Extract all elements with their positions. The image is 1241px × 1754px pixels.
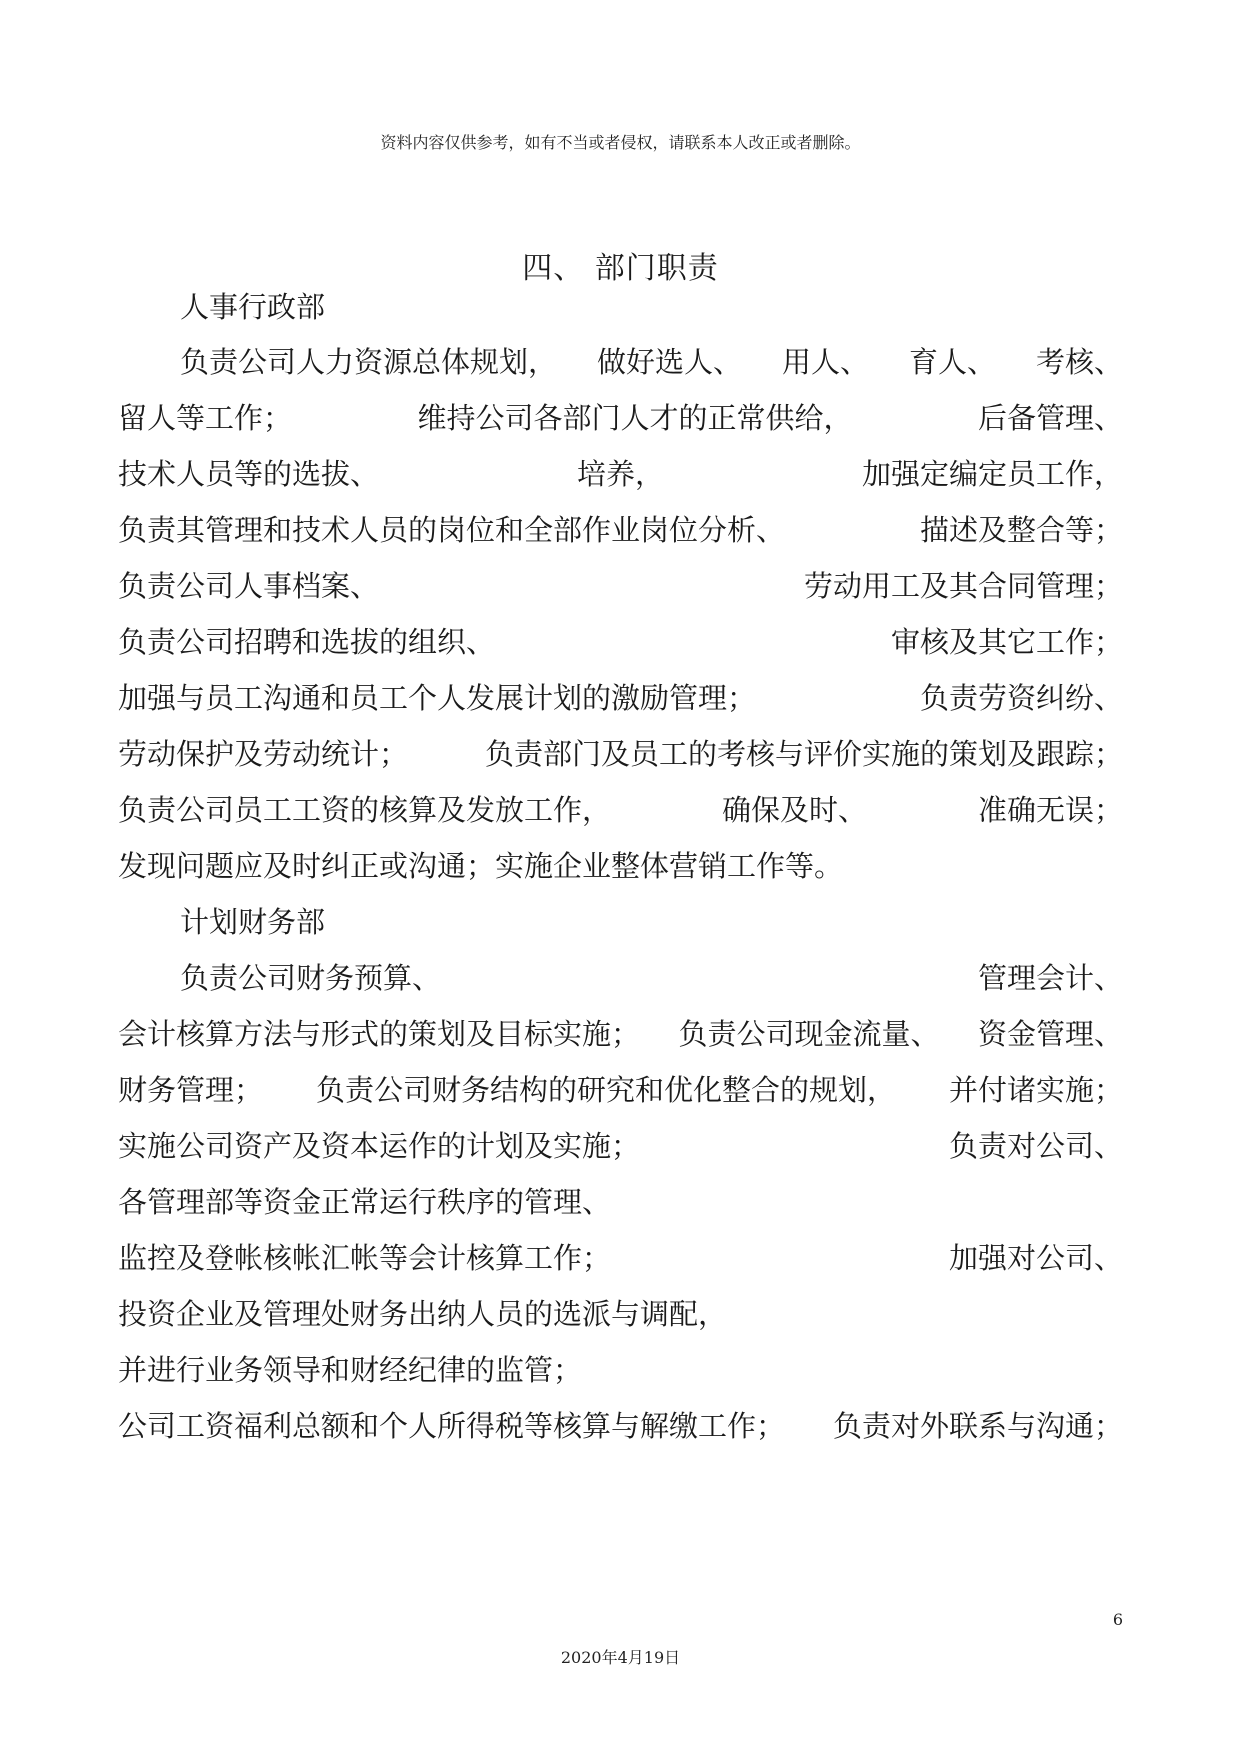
text-line bbox=[118, 1010, 1123, 1054]
text-segment: 发现问题应及时纠正或沟通；实施企业整体营销工作等。 bbox=[118, 848, 844, 883]
text-segment: 技术人员等的选拔、 bbox=[118, 456, 380, 491]
text-segment: 投资企业及管理处财务出纳人员的选派与调配， bbox=[118, 1296, 728, 1331]
text-segment: 监控及登帐核帐汇帐等会计核算工作； bbox=[118, 1240, 612, 1275]
text-segment: 考核、 bbox=[1035, 344, 1123, 379]
text-segment: 负责公司员工工资的核算及发放工作， bbox=[118, 792, 612, 827]
text-segment: 负责其管理和技术人员的岗位和全部作业岗位分析、 bbox=[118, 512, 786, 547]
page-number: 6 bbox=[1112, 1610, 1123, 1629]
text-line bbox=[118, 674, 1123, 718]
text-line bbox=[118, 730, 1123, 774]
text-segment: 审核及其它工作； bbox=[890, 624, 1123, 659]
text-line bbox=[118, 450, 1123, 494]
text-segment: 负责公司人事档案、 bbox=[118, 568, 380, 603]
text-segment: 计划财务部 bbox=[180, 904, 326, 939]
text-line bbox=[118, 394, 1123, 438]
text-line bbox=[118, 1402, 1123, 1446]
text-line bbox=[180, 283, 1123, 327]
text-segment: 实施公司资产及资本运作的计划及实施； bbox=[118, 1128, 641, 1163]
text-segment: 并进行业务领导和财经纪律的监管； bbox=[118, 1352, 583, 1387]
text-segment: 并付诸实施； bbox=[948, 1072, 1123, 1107]
text-segment: 负责部门及员工的考核与评价实施的策划及跟踪； bbox=[484, 736, 1123, 771]
text-line bbox=[118, 842, 1123, 886]
text-segment: 加强对公司、 bbox=[948, 1240, 1123, 1275]
text-segment: 负责对公司、 bbox=[948, 1128, 1123, 1163]
text-line bbox=[118, 506, 1123, 550]
text-line bbox=[118, 1290, 1123, 1334]
text-line bbox=[118, 1234, 1123, 1278]
text-segment: 负责公司人力资源总体规划， bbox=[180, 344, 558, 379]
text-line bbox=[118, 618, 1123, 662]
text-segment: 培养， bbox=[576, 456, 664, 491]
text-segment: 描述及整合等； bbox=[919, 512, 1123, 547]
text-segment: 确保及时、 bbox=[721, 792, 867, 827]
text-segment: 加强定编定员工作， bbox=[861, 456, 1123, 491]
text-segment: 负责对外联系与沟通； bbox=[832, 1408, 1123, 1443]
text-line bbox=[180, 898, 1123, 942]
text-segment: 用人、 bbox=[781, 344, 869, 379]
text-segment: 人事行政部 bbox=[180, 289, 326, 324]
text-segment: 劳动保护及劳动统计； bbox=[118, 736, 409, 771]
section-title: 四、 部门职责 bbox=[522, 251, 719, 286]
text-segment: 维持公司各部门人才的正常供给， bbox=[417, 400, 853, 435]
text-segment: 公司工资福利总额和个人所得税等核算与解缴工作； bbox=[118, 1408, 786, 1443]
text-segment: 负责公司财务结构的研究和优化整合的规划， bbox=[315, 1072, 896, 1107]
text-segment: 育人、 bbox=[908, 344, 996, 379]
text-line bbox=[118, 562, 1123, 606]
text-segment: 负责公司招聘和选拔的组织、 bbox=[118, 624, 496, 659]
footer-date: 2020年4月19日 bbox=[560, 1648, 681, 1667]
text-segment: 留人等工作； bbox=[118, 400, 293, 435]
text-segment: 负责公司现金流量、 bbox=[678, 1016, 940, 1051]
header-notice: 资料内容仅供参考，如有不当或者侵权，请联系本人改正或者删除。 bbox=[380, 133, 861, 152]
text-segment: 财务管理； bbox=[118, 1072, 264, 1107]
text-line bbox=[118, 1178, 1123, 1222]
text-segment: 劳动用工及其合同管理； bbox=[803, 568, 1123, 603]
text-line bbox=[118, 786, 1123, 830]
text-segment: 负责劳资纠纷、 bbox=[919, 680, 1123, 715]
text-segment: 做好选人、 bbox=[596, 344, 742, 379]
text-line bbox=[180, 954, 1123, 998]
text-line bbox=[118, 1346, 1123, 1390]
text-segment: 后备管理、 bbox=[977, 400, 1123, 435]
text-segment: 准确无误； bbox=[977, 792, 1123, 827]
text-line bbox=[118, 1066, 1123, 1110]
text-segment: 资金管理、 bbox=[977, 1016, 1123, 1051]
text-segment: 管理会计、 bbox=[977, 960, 1123, 995]
text-segment: 负责公司财务预算、 bbox=[180, 960, 442, 995]
text-segment: 加强与员工沟通和员工个人发展计划的激励管理； bbox=[118, 680, 757, 715]
text-line bbox=[118, 1122, 1123, 1166]
text-segment: 会计核算方法与形式的策划及目标实施； bbox=[118, 1016, 641, 1051]
text-segment: 各管理部等资金正常运行秩序的管理、 bbox=[118, 1184, 612, 1219]
text-line bbox=[180, 338, 1123, 382]
